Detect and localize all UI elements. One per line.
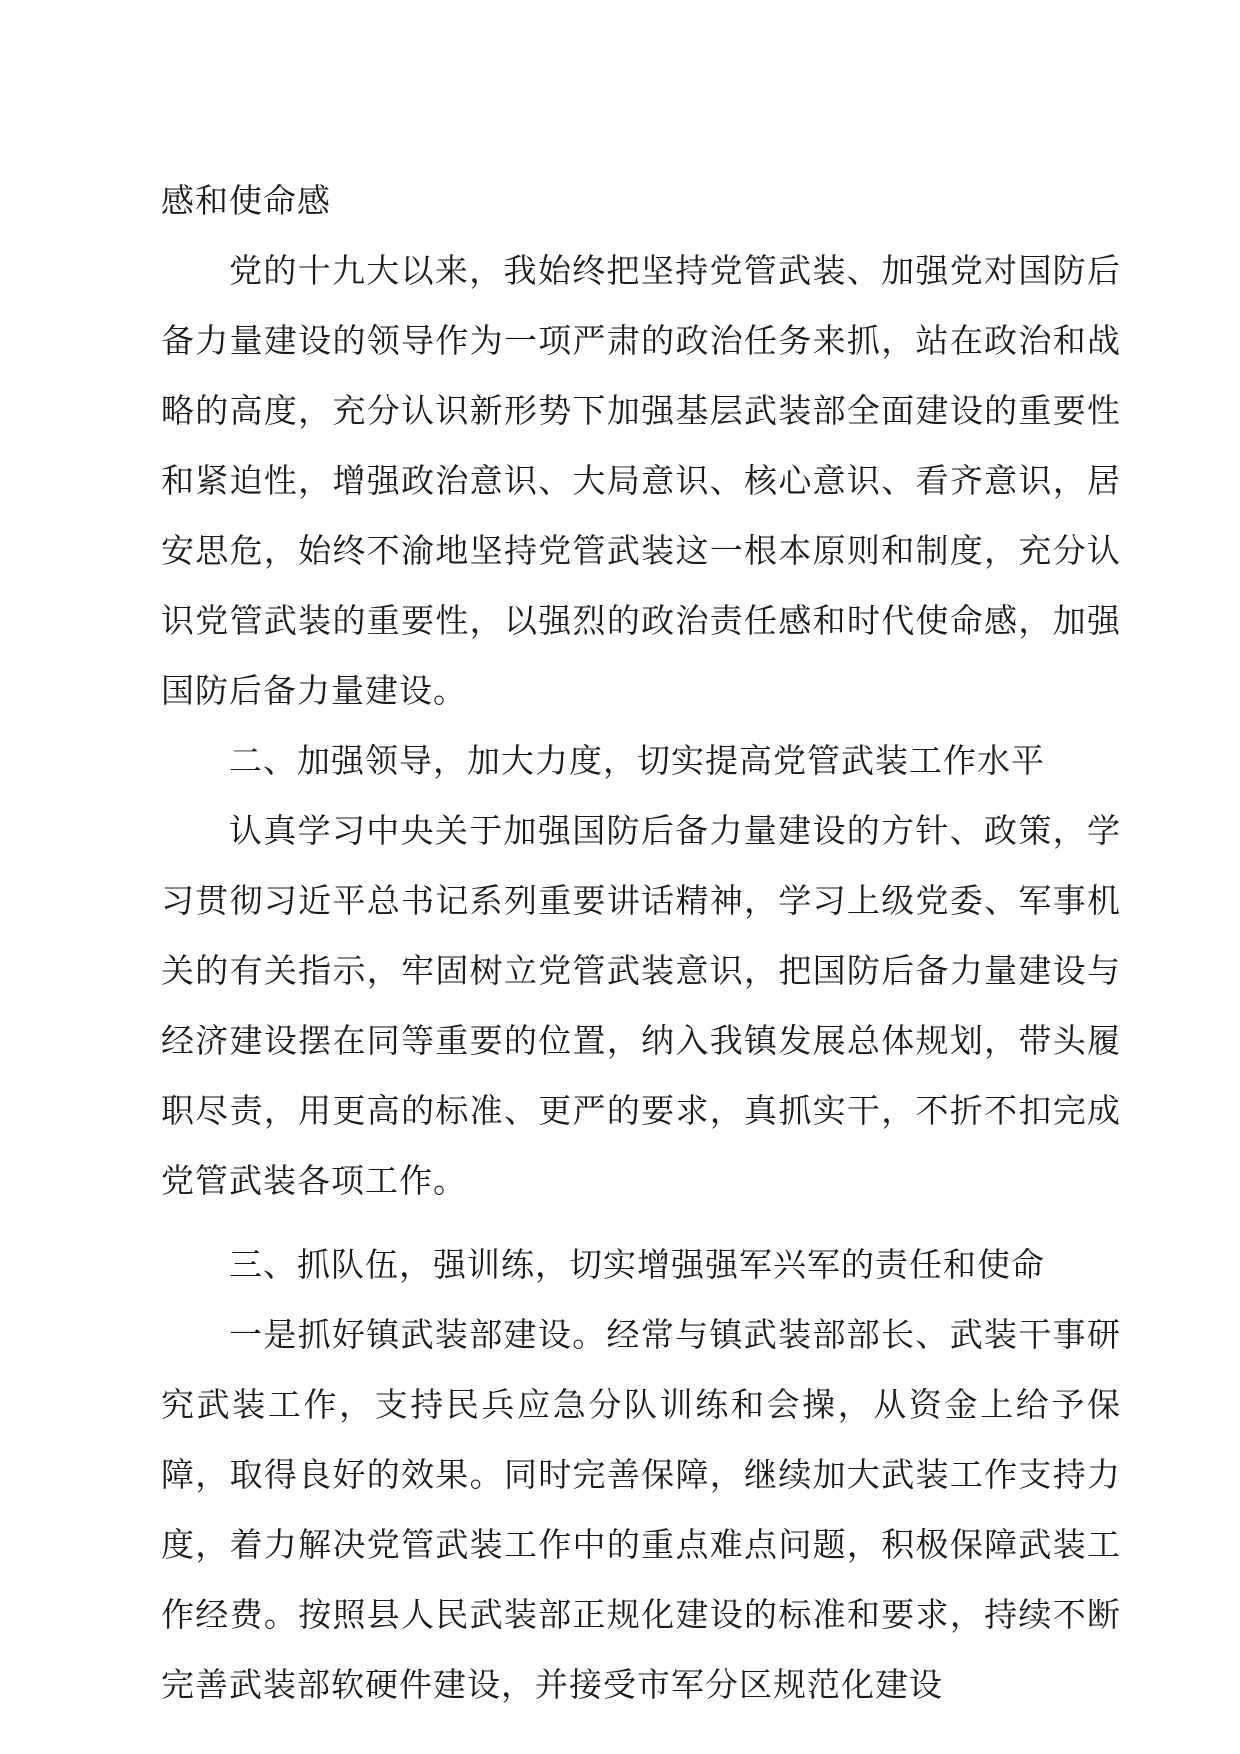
section-heading-3: 三、抓队伍，强训练，切实增强强军兴军的责任和使命 (229, 1245, 1045, 1284)
section-heading-2: 二、加强领导，加大力度，切实提高党管武装工作水平 (229, 741, 1045, 780)
paragraph-armed-forces-dept: 一是抓好镇武装部建设。经常与镇武装部部长、武装干事研究武装工作，支持民兵应急分队训练和会操，从资金上给予保障，取得良好的效果。同时完善保障，继续加大武装工作支持力度，着力解决党管武装工作中的重点难点问题，积极保障武装工作经费。按照县人民武装部正规化建设的标准和要求，持续不断完善武装部软硬件建设，并接受市军分区规范化建设 (161, 1315, 1121, 1704)
paragraph-party-leadership: 党的十九大以来，我始终把坚持党管武装、加强党对国防后备力量建设的领导作为一项严肃的政治任务来抓，站在政治和战略的高度，充分认识新形势下加强基层武装部全面建设的重要性和紧迫性，增强政治意识、大局意识、核心意识、看齐意识，居安思危，始终不渝地坚持党管武装这一根本原则和制度，充分认识党管武装的重要性，以强烈的政治责任感和时代使命感，加强国防后备力量建设。 (161, 251, 1121, 710)
paragraph-continuation: 感和使命感 (161, 181, 331, 220)
paragraph-study-policy: 认真学习中央关于加强国防后备力量建设的方针、政策，学习贯彻习近平总书记系列重要讲话精神，学习上级党委、军事机关的有关指示，牢固树立党管武装意识，把国防后备力量建设与经济建设摆在同等重要的位置，纳入我镇发展总体规划，带头履职尽责，用更高的标准、更严的要求，真抓实干，不折不扣完成党管武装各项工作。 (161, 811, 1121, 1200)
document-body (161, 166, 1121, 1720)
